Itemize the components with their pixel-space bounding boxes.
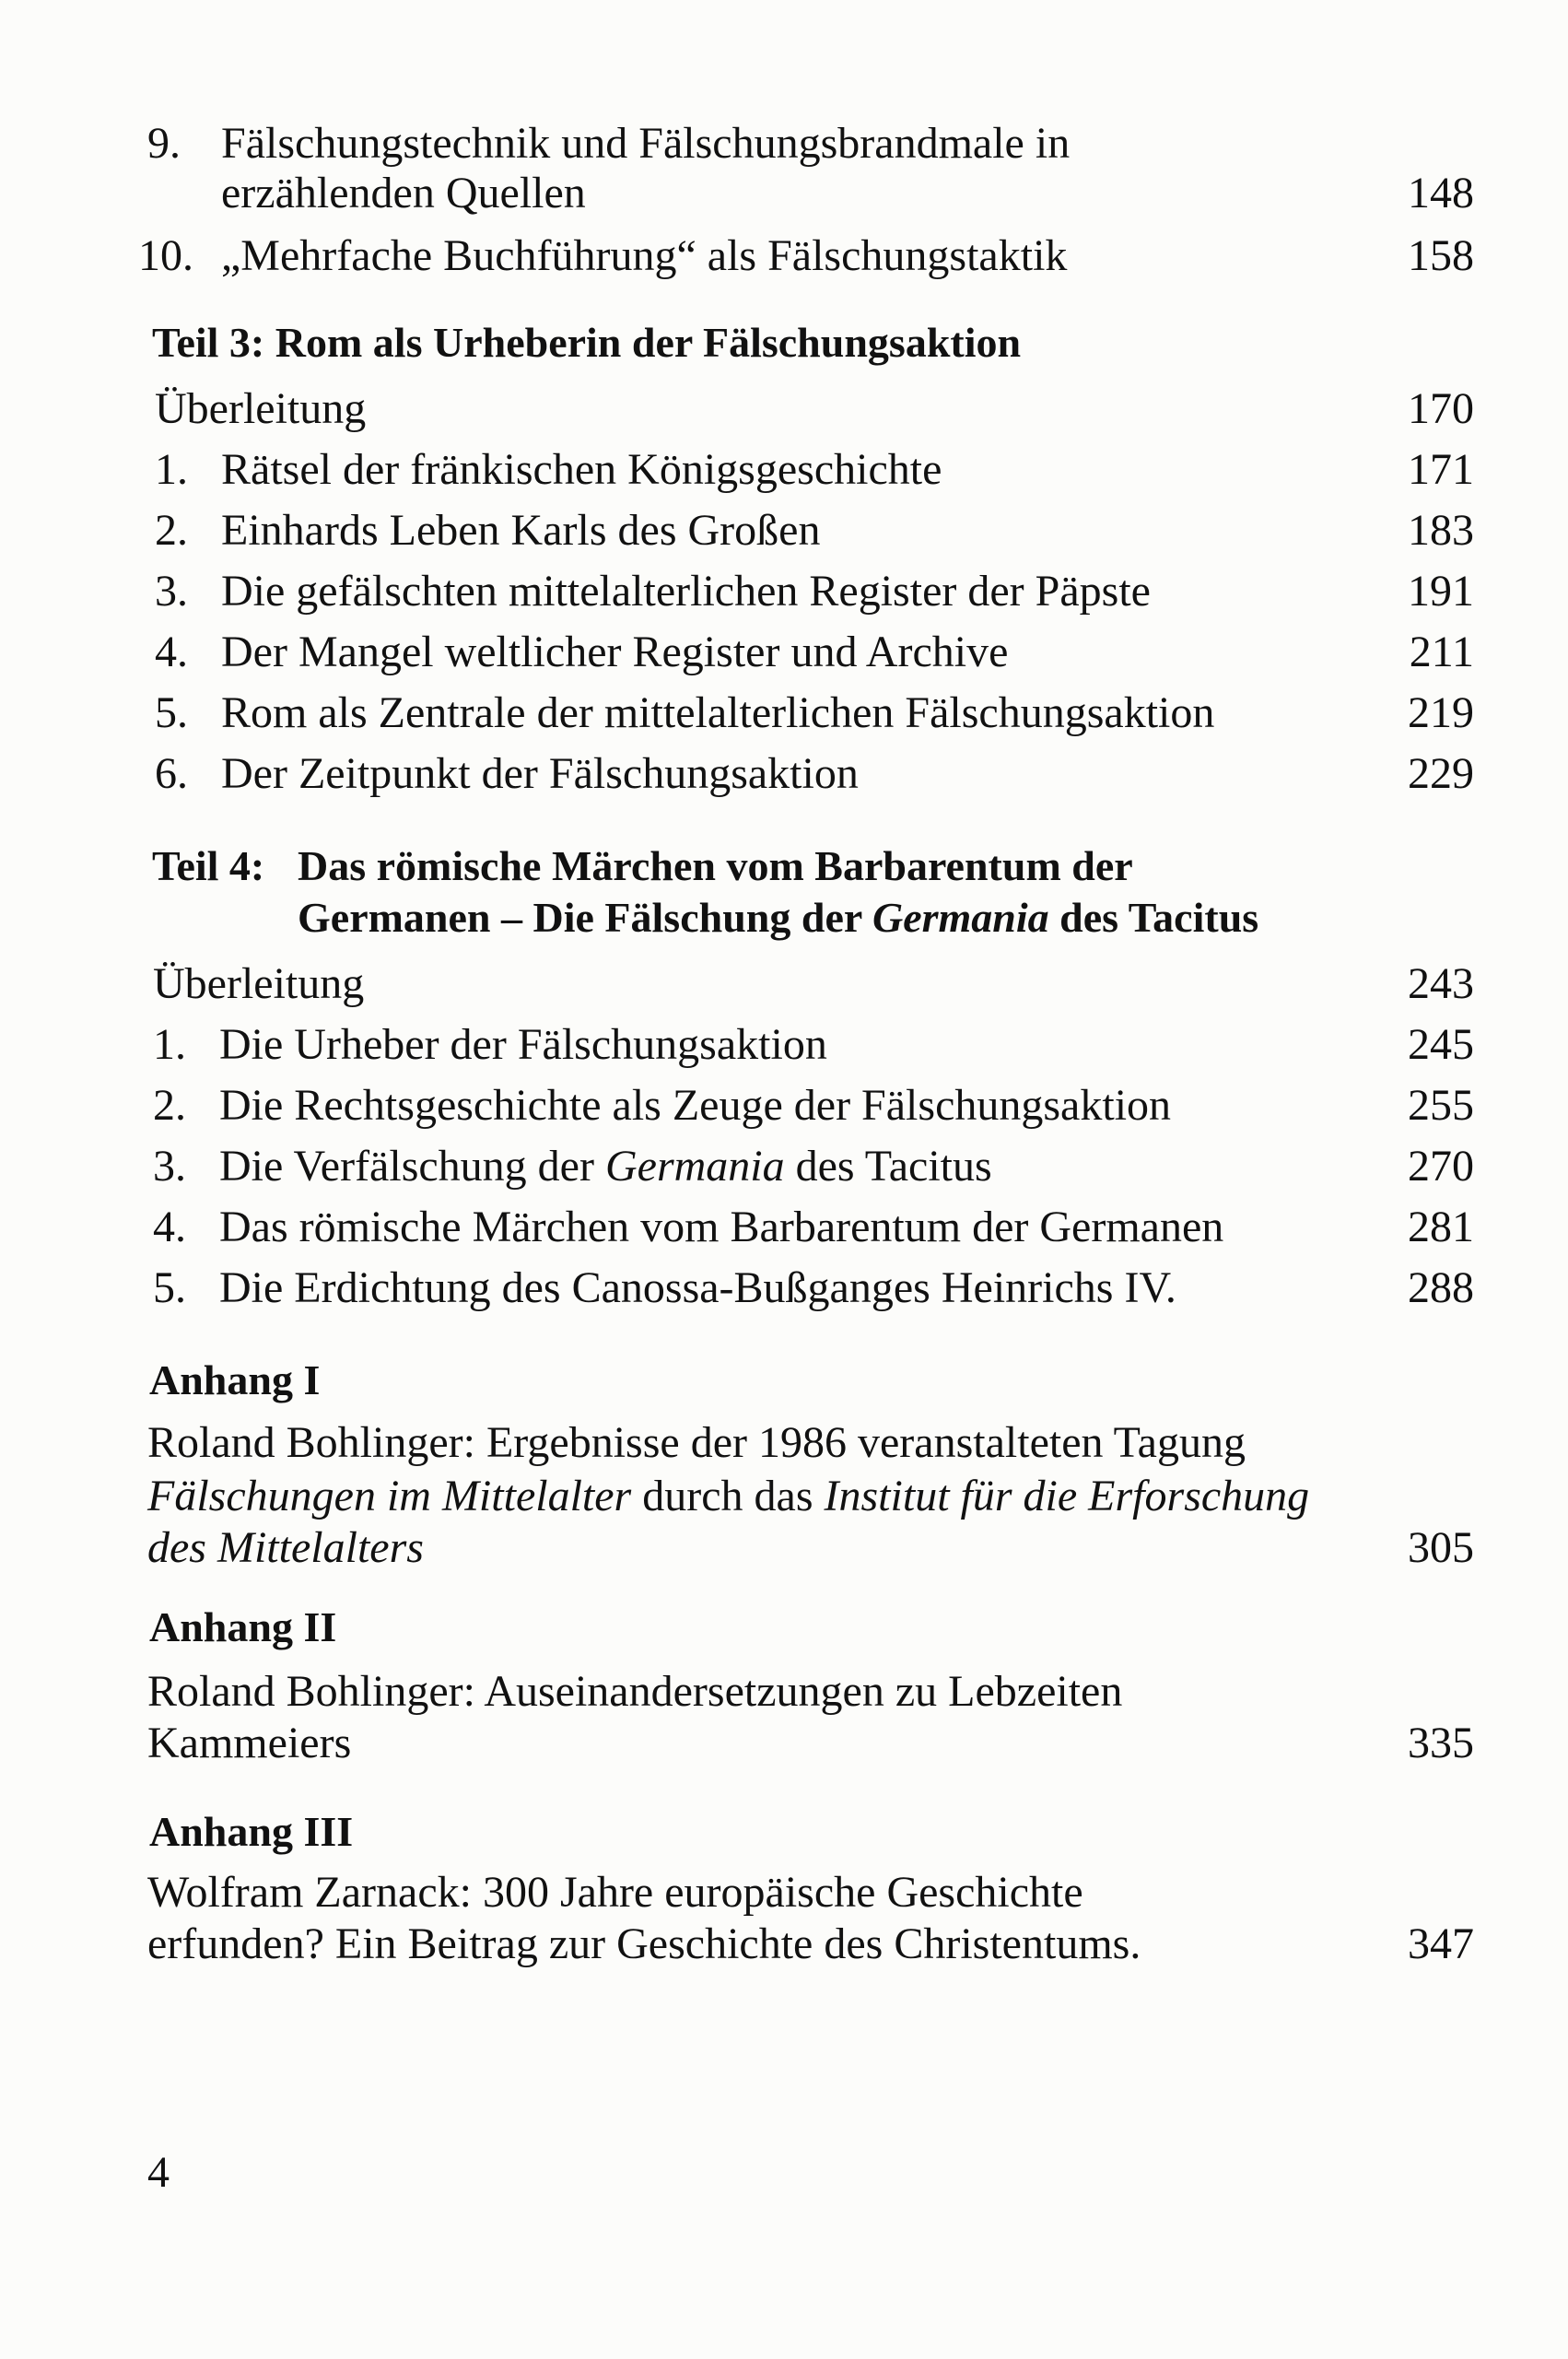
entry-title: Der Zeitpunkt der Fälschungsaktion [221, 749, 859, 798]
entry-page: 245 [1408, 1020, 1474, 1069]
annex-3-text: Wolfram Zarnack: 300 Jahre europäische Geschichte [147, 1868, 1083, 1917]
entry-title: Überleitung [155, 384, 367, 433]
toc-entry [147, 1078, 1474, 1133]
part-4-title-line1: Das römische Märchen vom Barbarentum der [298, 842, 1133, 889]
annex-1-page: 305 [1408, 1523, 1474, 1572]
annex-2-text: Kammeiers [147, 1719, 352, 1767]
entry-page: 191 [1408, 567, 1474, 616]
entry-number: 3. [155, 567, 188, 616]
entry-page: 211 [1409, 628, 1474, 676]
entry-number: 9. [147, 119, 181, 168]
entry-page: 270 [1408, 1142, 1474, 1191]
entry-title: Rätsel der fränkischen Königsgeschichte [221, 445, 942, 494]
toc-entry [147, 442, 1474, 498]
entry-title-italic: Germania [604, 1142, 785, 1191]
toc-entry [147, 381, 1474, 437]
entry-number: 2. [153, 1081, 186, 1130]
entry-title: Überleitung [153, 959, 365, 1008]
toc-entry [147, 625, 1474, 680]
entry-page: 171 [1408, 445, 1474, 494]
toc-entry-10 [138, 229, 1474, 284]
entry-page: 281 [1408, 1203, 1474, 1251]
entry-title [219, 1139, 992, 1194]
entry-page: 288 [1408, 1263, 1474, 1312]
part-4-label: Teil 4: [152, 842, 265, 889]
annex-2-heading: Anhang II [149, 1603, 337, 1650]
entry-page: 183 [1408, 506, 1474, 555]
toc-entry-9 [147, 116, 1474, 171]
toc-entry [147, 686, 1474, 741]
toc-entry-9-cont [147, 166, 1474, 221]
part-3-heading: Teil 3: Rom als Urheberin der Fälschungsaktion [152, 319, 1022, 366]
toc-entry [147, 746, 1474, 802]
entry-title: Rom als Zentrale der mittelalterlichen Fälschungsaktion [221, 688, 1215, 737]
toc-entry [147, 1261, 1474, 1316]
entry-title: Fälschungstechnik und Fälschungsbrandmale in [221, 119, 1071, 168]
annex-2-page: 335 [1408, 1719, 1474, 1767]
part-4-title-line2b: des Tacitus [1048, 894, 1259, 941]
entry-page: 243 [1408, 959, 1474, 1008]
part-4-title-line2a: Germanen – Die Fälschung der [298, 894, 872, 941]
entry-number: 3. [153, 1142, 186, 1191]
entry-title-part: des Tacitus [784, 1142, 992, 1191]
toc-entry [147, 503, 1474, 558]
annex-1-italic-institute: Institut für die Erforschung [824, 1472, 1310, 1520]
entry-number: 10. [138, 231, 193, 280]
entry-number: 5. [155, 688, 188, 737]
annex-2-text: Roland Bohlinger: Auseinandersetzungen zu Lebzeiten [147, 1667, 1123, 1716]
part-4-title-italic: Germania [872, 894, 1049, 941]
entry-page: 255 [1408, 1081, 1474, 1130]
entry-number: 4. [155, 628, 188, 676]
entry-title: Einhards Leben Karls des Großen [221, 506, 821, 555]
toc-entry [147, 564, 1474, 619]
entry-page: 158 [1408, 231, 1474, 280]
annex-1-heading: Anhang I [149, 1356, 321, 1403]
part-4-heading [152, 839, 1133, 894]
annex-3-page: 347 [1408, 1919, 1474, 1968]
toc-entry [147, 957, 1474, 1012]
annex-1-italic-title: Fälschungen im Mittelalter [147, 1472, 632, 1520]
entry-page: 148 [1408, 169, 1474, 217]
entry-number: 4. [153, 1203, 186, 1251]
entry-number: 1. [153, 1020, 186, 1069]
entry-title: Die Urheber der Fälschungsaktion [219, 1020, 827, 1069]
entry-title: Die Erdichtung des Canossa-Bußganges Heinrichs IV. [219, 1263, 1176, 1312]
entry-page: 170 [1408, 384, 1474, 433]
entry-page: 229 [1408, 749, 1474, 798]
entry-number: 5. [153, 1263, 186, 1312]
entry-title: Die Rechtsgeschichte als Zeuge der Fälschungsaktion [219, 1081, 1172, 1130]
annex-3-heading: Anhang III [149, 1808, 354, 1855]
toc-entry [147, 1200, 1474, 1255]
entry-title-part: Die Verfälschung der [219, 1142, 605, 1191]
entry-number: 1. [155, 445, 188, 494]
entry-title: „Mehrfache Buchführung“ als Fälschungstaktik [221, 231, 1068, 280]
entry-title: Der Mangel weltlicher Register und Archive [221, 628, 1009, 676]
annex-1-text: durch das [631, 1472, 825, 1520]
toc-entry [147, 1139, 1474, 1194]
annex-1-text: Roland Bohlinger: Ergebnisse der 1986 veranstalteten Tagung [147, 1418, 1246, 1467]
entry-title: Die gefälschten mittelalterlichen Register der Päpste [221, 567, 1151, 616]
entry-number: 2. [155, 506, 188, 555]
entry-title: Das römische Märchen vom Barbarentum der Germanen [219, 1203, 1224, 1251]
page-number: 4 [147, 2148, 170, 2197]
annex-3-text: erfunden? Ein Beitrag zur Geschichte des Christentums. [147, 1919, 1141, 1968]
toc-entry [147, 1017, 1474, 1073]
part-4-heading-line2 [298, 890, 1258, 945]
entry-number: 6. [155, 749, 188, 798]
annex-1-italic-institute-cont: des Mittelalters [147, 1523, 424, 1572]
entry-page: 219 [1408, 688, 1474, 737]
entry-title: erzählenden Quellen [221, 169, 586, 217]
